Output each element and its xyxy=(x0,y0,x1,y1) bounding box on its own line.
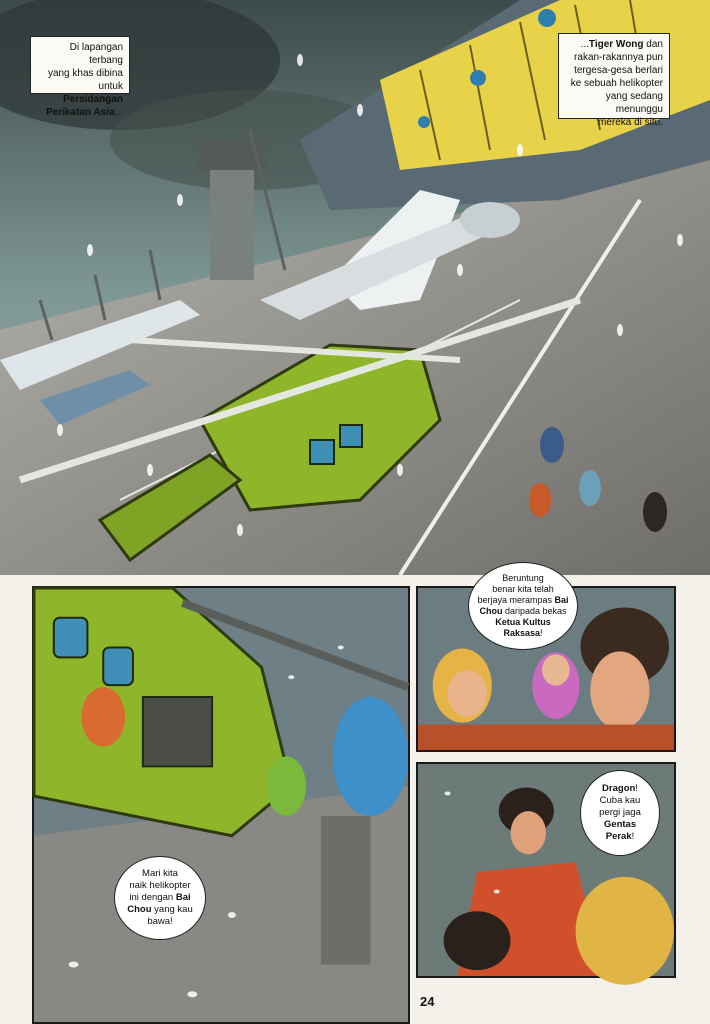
bubble-text: pergi jaga xyxy=(599,807,641,818)
bubble-text: yang kau xyxy=(151,904,193,915)
bubble-text-bold: Chou xyxy=(479,606,503,616)
bubble-text: daripada bekas xyxy=(502,606,567,616)
bubble-text: Mari kita xyxy=(142,868,178,879)
bubble-text: Cuba kau xyxy=(599,795,641,806)
bubble-text: ini dengan xyxy=(129,892,174,903)
running-scene-illustration xyxy=(34,588,408,1022)
bubble-text: bawa! xyxy=(147,916,173,927)
caption-text: tergesa-gesa berlari xyxy=(574,65,663,76)
caption-top-right xyxy=(558,33,670,128)
bubble-text-bold: Perak xyxy=(605,831,632,842)
bubble-text-bold: Raksasa xyxy=(503,628,541,638)
caption-text: ... xyxy=(114,107,123,118)
bubble-text-bold: Gentas xyxy=(603,819,637,830)
caption-top-left xyxy=(30,36,130,118)
panel-characters-close-up xyxy=(416,573,676,752)
bubble-text: ! xyxy=(635,783,638,794)
bubble-text: ! xyxy=(631,831,635,842)
caption-text: dan xyxy=(643,39,663,50)
caption-text: ke sebuah helikopter xyxy=(570,78,663,89)
caption-text: yang khas dibina xyxy=(47,68,123,79)
caption-text: yang sedang menunggu xyxy=(605,91,663,115)
bubble-text-bold: Dragon xyxy=(602,783,636,794)
caption-text-bold: Tiger Wong xyxy=(588,39,644,50)
caption-text: untuk xyxy=(98,81,123,92)
bubble-text: Beruntung xyxy=(502,573,544,583)
bubble-text-bold: Ketua Kultus xyxy=(495,617,551,627)
caption-text: ... xyxy=(580,39,589,50)
caption-text: Di lapangan terbang xyxy=(69,42,123,66)
bubble-text: ! xyxy=(540,628,543,638)
bubble-text: benar kita telah xyxy=(492,584,554,594)
caption-text: mereka di situ. xyxy=(597,117,663,128)
bubble-text-bold: Bai xyxy=(175,892,191,903)
speech-bubble-panel2 xyxy=(114,856,206,940)
speech-bubble-panel4 xyxy=(580,770,660,856)
panel-running-to-helicopter xyxy=(32,586,410,1024)
page-number: 24 xyxy=(420,994,435,1009)
bubble-text: naik helikopter xyxy=(129,880,191,891)
bubble-text-bold: Bai xyxy=(554,595,569,605)
caption-text: rakan-rakannya pun xyxy=(574,52,663,63)
bubble-text: berjaya merampas xyxy=(477,595,552,605)
bubble-text-bold: Chou xyxy=(127,904,152,915)
caption-text-bold: Perikatan Asia xyxy=(46,107,115,118)
panel-dragon-conversation xyxy=(416,762,676,978)
speech-bubble-panel3 xyxy=(468,562,578,650)
caption-text-bold: Persidangan xyxy=(62,94,123,105)
